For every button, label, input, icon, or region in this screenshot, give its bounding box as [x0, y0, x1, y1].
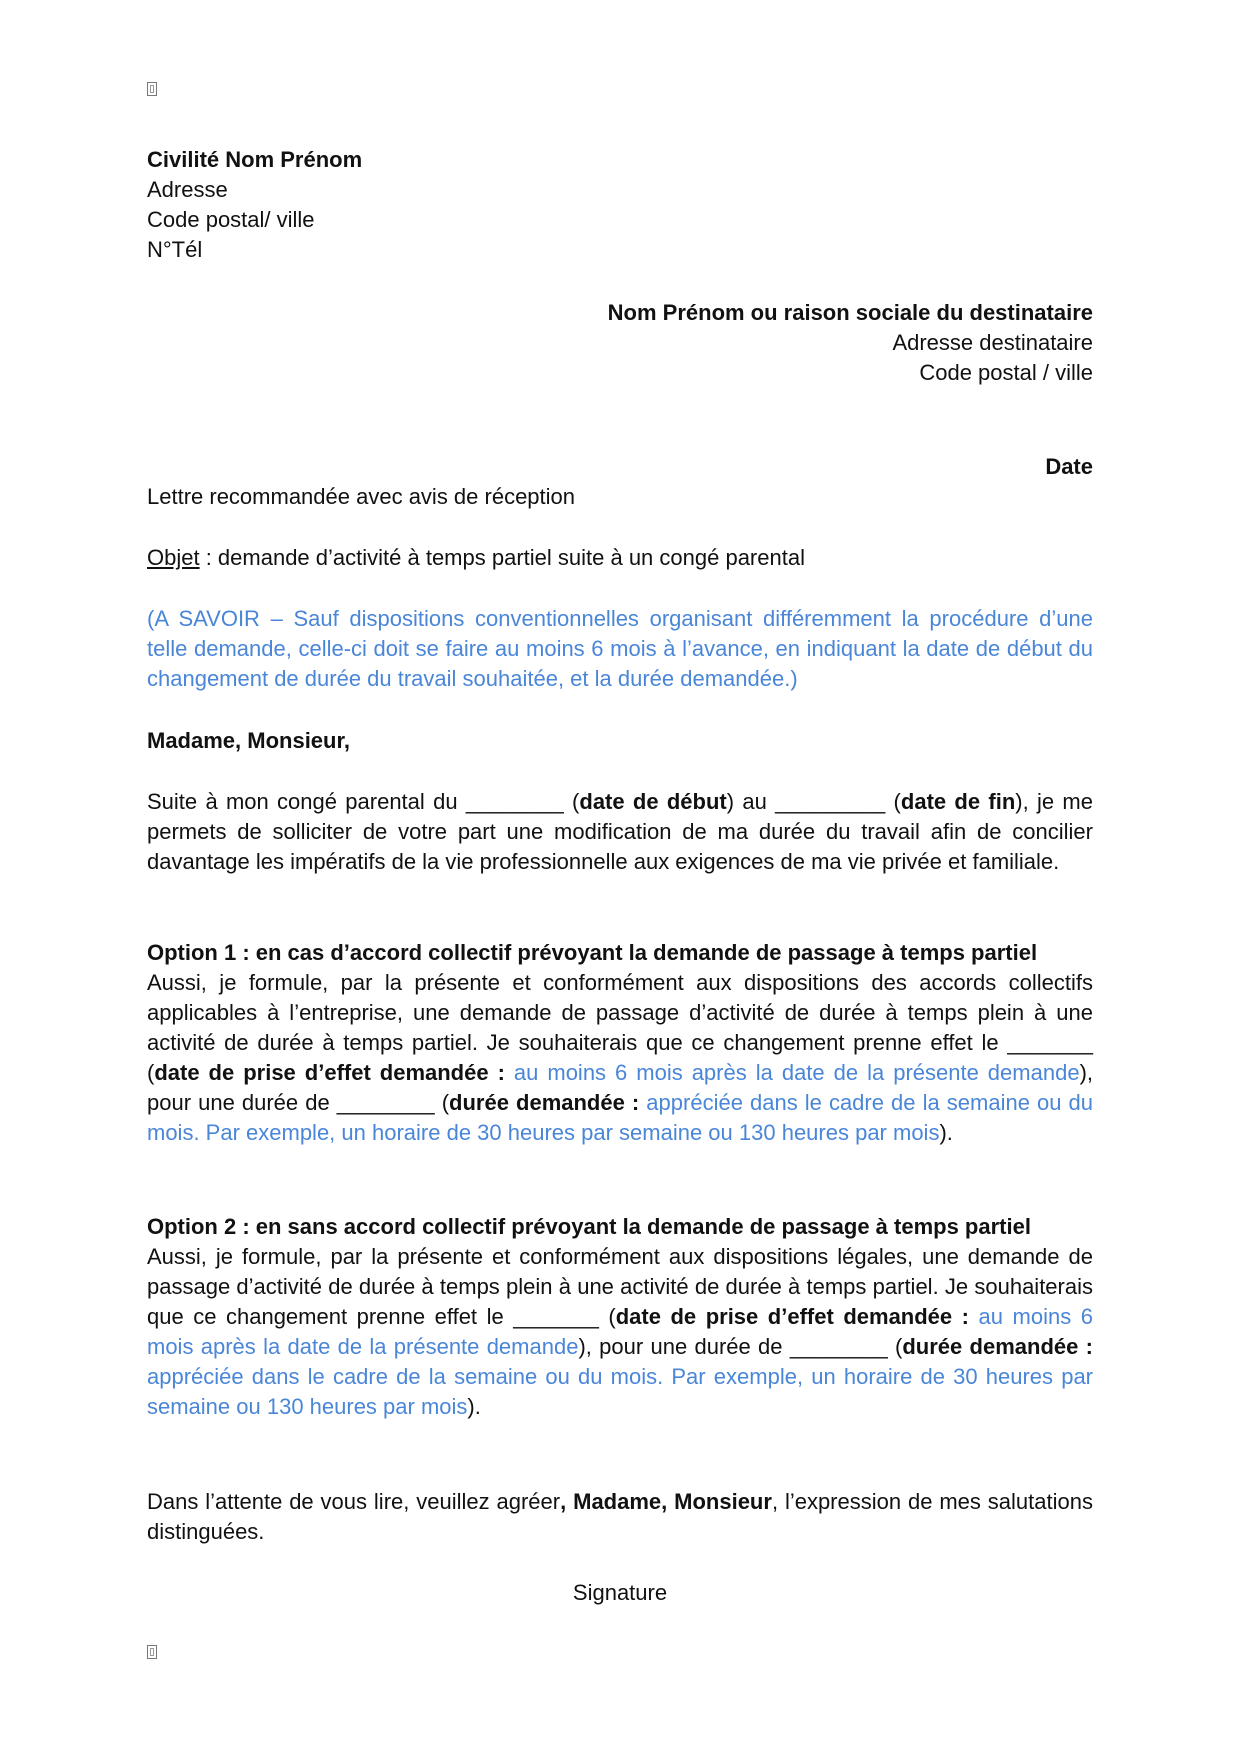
option-2-block	[147, 1212, 1093, 1422]
option-1-text: ).	[939, 1120, 953, 1145]
closing-text: Dans l’attente de vous lire, veuillez agréer	[147, 1489, 561, 1514]
blank-end-date: _________	[775, 789, 886, 814]
sender-name: Civilité Nom Prénom	[147, 147, 363, 172]
option-1-title: Option 1 : en cas d’accord collectif prévoyant la demande de passage à temps partiel	[147, 940, 1038, 965]
intro-text: ), je me permets de solliciter de votre part une modification de ma durée du travail afin de concilier davantage les impératifs de la vie professionnelle aux exigences de ma vie privée et familiale.	[147, 789, 1093, 874]
missing-glyph-icon	[147, 82, 157, 96]
option-1-text: ), pour une durée de	[147, 1060, 1094, 1115]
note-paragraph: (A SAVOIR – Sauf dispositions conventionnelles organisant différemment la procédure d’une telle demande, celle-ci doit se faire au moins 6 mois à l’avance, en indiquant la date de début du changement de durée du travail souhaitée, et la durée demandée.)	[147, 606, 1093, 691]
intro-text: Suite à mon congé parental du	[147, 789, 466, 814]
option-1-text: Aussi, je formule, par la présente et conformément aux dispositions des accords collectifs applicables à l’entreprise, une demande de passage d’activité de durée à temps plein à une activité de durée à temps partiel. Je souhaiterais que ce changement prenne effet le	[147, 970, 1093, 1055]
blank-start-date: ________	[465, 789, 564, 814]
label-start-date: date de début	[579, 789, 727, 814]
hint-duration: appréciée dans le cadre de la semaine ou du mois. Par exemple, un horaire de 30 heures par semaine ou 130 heures par mois	[147, 1364, 1093, 1419]
option-1-text: (	[434, 1090, 450, 1115]
blank-duration: ________	[336, 1090, 435, 1115]
closing-text: , l’expression de mes salutations distinguées.	[147, 1489, 1093, 1544]
label-end-date: date de fin	[900, 789, 1016, 814]
recipient-city: Code postal / ville	[919, 360, 1093, 385]
letter-date: Date	[1045, 454, 1093, 479]
option-2-text: (	[887, 1334, 903, 1359]
option-2-text: (	[598, 1304, 616, 1329]
recipient-name: Nom Prénom ou raison sociale du destinataire	[607, 300, 1093, 325]
recipient-address: Adresse destinataire	[892, 330, 1093, 355]
intro-text: (	[563, 789, 580, 814]
recipient-block	[147, 298, 1093, 388]
option-1-block	[147, 938, 1093, 1148]
label-effective-date: date de prise d’effet demandée :	[154, 1060, 514, 1085]
hint-effective-date: au moins 6 mois après la date de la présente demande	[147, 1304, 1093, 1359]
blank-effective-date: _______	[513, 1304, 599, 1329]
sender-block	[147, 145, 1093, 265]
option-2-text: ), pour une durée de	[578, 1334, 790, 1359]
label-duration: durée demandée :	[902, 1334, 1093, 1359]
blank-duration: ________	[789, 1334, 888, 1359]
option-1-text: (	[147, 1060, 155, 1085]
sender-phone: N°Tél	[147, 237, 203, 262]
option-2-text: Aussi, je formule, par la présente et conformément aux dispositions légales, une demande de passage d’activité de durée à temps plein à une activité de durée à temps partiel. Je souhaiterais que ce changement prenne effet le	[147, 1244, 1093, 1329]
hint-effective-date: au moins 6 mois après la date de la présente demande	[513, 1060, 1080, 1085]
option-2-title: Option 2 : en sans accord collectif prévoyant la demande de passage à temps partiel	[147, 1214, 1031, 1239]
intro-text: ) au	[726, 789, 776, 814]
intro-paragraph	[147, 787, 1093, 877]
salutation: Madame, Monsieur,	[147, 728, 350, 753]
label-duration: durée demandée :	[449, 1090, 647, 1115]
subject-label: Objet	[147, 545, 200, 570]
option-1-paragraph	[147, 968, 1093, 1148]
signature: Signature	[572, 1580, 668, 1605]
sender-city: Code postal/ ville	[147, 207, 315, 232]
option-2-text: ).	[467, 1394, 481, 1419]
closing-salutation: , Madame, Monsieur	[560, 1489, 772, 1514]
missing-glyph-icon	[147, 1645, 157, 1659]
option-2-paragraph	[147, 1242, 1093, 1422]
subject-line	[147, 543, 1093, 573]
intro-text: (	[885, 789, 901, 814]
blank-effective-date: _______	[1007, 1030, 1093, 1055]
shipping-mode: Lettre recommandée avec avis de réception	[147, 484, 576, 509]
subject-text: : demande d’activité à temps partiel suite à un congé parental	[199, 545, 805, 570]
label-effective-date: date de prise d’effet demandée :	[615, 1304, 979, 1329]
sender-address: Adresse	[147, 177, 228, 202]
hint-duration: appréciée dans le cadre de la semaine ou du mois. Par exemple, un horaire de 30 heures par semaine ou 130 heures par mois	[147, 1090, 1093, 1145]
closing-paragraph	[147, 1487, 1093, 1547]
